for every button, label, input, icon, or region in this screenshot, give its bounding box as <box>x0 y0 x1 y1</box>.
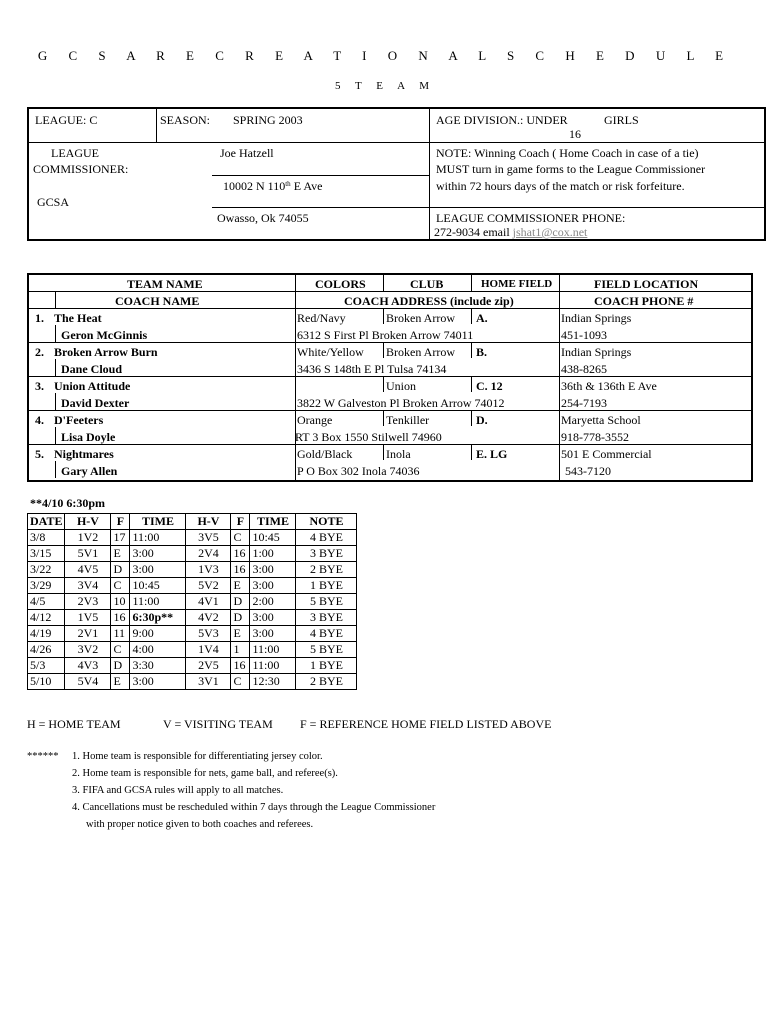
schedule-header-cell: F <box>231 514 250 530</box>
schedule-cell: 2V1 <box>65 626 111 642</box>
schedule-row <box>28 562 357 578</box>
coach-name: David Dexter <box>61 396 130 410</box>
schedule-cell: 1V4 <box>186 642 231 658</box>
schedule-cell: 10:45 <box>250 530 296 546</box>
rule-item: 1. Home team is responsible for differentiating jersey color. <box>72 751 323 762</box>
schedule-cell: C <box>231 530 250 546</box>
team-name: Broken Arrow Burn <box>54 345 158 359</box>
age-value: 16 <box>569 127 581 141</box>
team-name: D'Feeters <box>54 413 104 427</box>
divider <box>29 308 751 309</box>
schedule-cell: 12:30 <box>250 674 296 690</box>
team-colors: Red/Navy <box>297 311 346 325</box>
schedule-cell: 2V4 <box>186 546 231 562</box>
divider <box>559 275 560 480</box>
schedule-header-cell: H-V <box>186 514 231 530</box>
org-label: GCSA <box>37 195 70 209</box>
divider <box>55 393 56 410</box>
schedule-cell: 3V1 <box>186 674 231 690</box>
team-field-location: Indian Springs <box>561 345 632 359</box>
team-club: Broken Arrow <box>386 311 455 325</box>
team-home-field: A. <box>476 311 488 325</box>
coach-address: P O Box 302 Inola 74036 <box>297 464 420 478</box>
phone-label: LEAGUE COMMISSIONER PHONE: <box>436 211 626 225</box>
rules-list <box>27 748 435 833</box>
divider <box>55 325 56 342</box>
divider <box>471 275 472 291</box>
schedule-row <box>28 546 357 562</box>
age-division-label: AGE DIVISION.: UNDER <box>436 113 568 127</box>
rules-stars: ****** <box>27 751 59 762</box>
team-field-location: Indian Springs <box>561 311 632 325</box>
divider <box>29 142 764 143</box>
page-subtitle: 5 T E A M <box>334 80 436 92</box>
page-title: G C S A R E C R E A T I O N A L S C H E D U L E <box>37 48 733 63</box>
schedule-cell: 11:00 <box>250 658 296 674</box>
divider <box>55 427 56 444</box>
header-home-field: HOME FIELD <box>481 278 553 290</box>
schedule-cell: E <box>231 578 250 594</box>
team-colors: White/Yellow <box>297 345 364 359</box>
schedule-cell: 5/3 <box>28 658 65 674</box>
divider <box>383 275 384 291</box>
team-number: 1. <box>35 311 44 325</box>
schedule-cell: 10:45 <box>130 578 186 594</box>
divider <box>429 109 430 239</box>
schedule-cell: 16 <box>231 546 250 562</box>
header-coach-phone: COACH PHONE # <box>594 294 694 308</box>
schedule-cell: 3/8 <box>28 530 65 546</box>
coach-address: RT 3 Box 1550 Stilwell 74960 <box>295 430 442 444</box>
schedule-cell: 1:00 <box>250 546 296 562</box>
schedule-cell: 4 BYE <box>296 530 357 546</box>
schedule-header-cell: TIME <box>250 514 296 530</box>
divider <box>212 175 429 176</box>
note-line-3: within 72 hours days of the match or risk forfeiture. <box>436 179 685 193</box>
schedule-cell: E <box>111 674 130 690</box>
schedule-row <box>28 642 357 658</box>
coach-name: Gary Allen <box>61 464 118 478</box>
schedule-cell: 3:00 <box>250 626 296 642</box>
divider <box>55 359 56 376</box>
season-value: SPRING 2003 <box>233 113 303 127</box>
schedule-cell: 16 <box>231 658 250 674</box>
divider <box>471 444 472 460</box>
rule-item: 3. FIFA and GCSA rules will apply to all matches. <box>72 785 284 796</box>
schedule-cell: C <box>111 578 130 594</box>
schedule-cell: 16 <box>111 610 130 626</box>
phone-email: 272-9034 email jshat1@cox.net <box>434 225 588 239</box>
schedule-cell: 4:00 <box>130 642 186 658</box>
commissioner-city: Owasso, Ok 74055 <box>217 211 309 225</box>
schedule-table <box>27 513 357 690</box>
divider <box>29 444 751 445</box>
schedule-cell: 2V3 <box>65 594 111 610</box>
rule-item-continued: with proper notice given to both coaches and referees. <box>86 819 314 830</box>
schedule-header-cell: TIME <box>130 514 186 530</box>
schedule-cell: 4 BYE <box>296 626 357 642</box>
schedule-row <box>28 674 357 690</box>
schedule-cell: 1V2 <box>65 530 111 546</box>
schedule-cell: 3:00 <box>250 610 296 626</box>
schedule-row <box>28 594 357 610</box>
coach-name: Lisa Doyle <box>61 430 116 444</box>
schedule-cell: E <box>231 626 250 642</box>
team-name: The Heat <box>54 311 102 325</box>
schedule-cell: D <box>231 594 250 610</box>
schedule-cell: 16 <box>231 562 250 578</box>
schedule-cell: 4V2 <box>186 610 231 626</box>
schedule-cell: C <box>231 674 250 690</box>
schedule-cell: 3/15 <box>28 546 65 562</box>
divider <box>383 308 384 324</box>
schedule-cell: 5V2 <box>186 578 231 594</box>
divider <box>471 308 472 324</box>
schedule-cell: 3/22 <box>28 562 65 578</box>
schedule-cell: 3:00 <box>250 562 296 578</box>
schedule-cell: 4/19 <box>28 626 65 642</box>
league-info-box <box>27 107 766 241</box>
team-name: Nightmares <box>54 447 114 461</box>
coach-phone: 451-1093 <box>561 328 607 342</box>
divider <box>471 410 472 426</box>
schedule-cell: 4V3 <box>65 658 111 674</box>
schedule-header-cell: F <box>111 514 130 530</box>
gender-value: GIRLS <box>604 113 639 127</box>
schedule-cell: 5 BYE <box>296 642 357 658</box>
coach-phone: 254-7193 <box>561 396 607 410</box>
schedule-cell: 10 <box>111 594 130 610</box>
coach-address: 3822 W Galveston Pl Broken Arrow 74012 <box>297 396 505 410</box>
schedule-cell: 2 BYE <box>296 562 357 578</box>
team-colors: Orange <box>297 413 333 427</box>
header-colors: COLORS <box>315 277 366 291</box>
schedule-cell: 4/26 <box>28 642 65 658</box>
schedule-cell: 4/5 <box>28 594 65 610</box>
schedule-cell: C <box>111 642 130 658</box>
coach-phone: 438-8265 <box>561 362 607 376</box>
schedule-cell: 17 <box>111 530 130 546</box>
divider <box>212 207 764 208</box>
schedule-header-cell: H-V <box>65 514 111 530</box>
divider <box>383 376 384 392</box>
commissioner-address: 10002 N 110th E Ave <box>223 179 323 193</box>
schedule-cell: E <box>111 546 130 562</box>
header-coach-address: COACH ADDRESS (include zip) <box>344 294 514 308</box>
rule-item: 4. Cancellations must be rescheduled within 7 days through the League Commissioner <box>72 802 436 813</box>
team-number: 5. <box>35 447 44 461</box>
schedule-cell: 3 BYE <box>296 546 357 562</box>
schedule-row <box>28 530 357 546</box>
team-home-field: E. LG <box>476 447 508 461</box>
schedule-row <box>28 578 357 594</box>
team-club: Broken Arrow <box>386 345 455 359</box>
schedule-cell: 4/12 <box>28 610 65 626</box>
schedule-cell: D <box>231 610 250 626</box>
schedule-cell: 3:00 <box>130 546 186 562</box>
schedule-cell: 11 <box>111 626 130 642</box>
schedule-header-cell: NOTE <box>296 514 357 530</box>
coach-phone: 918-778-3552 <box>561 430 629 444</box>
schedule-cell: 3:00 <box>130 562 186 578</box>
schedule-cell: 4V1 <box>186 594 231 610</box>
coach-phone: 543-7120 <box>565 464 611 478</box>
divider <box>295 275 296 480</box>
team-home-field: D. <box>476 413 488 427</box>
divider <box>156 109 157 142</box>
schedule-cell: 3 BYE <box>296 610 357 626</box>
note-line-2: MUST turn in game forms to the League Commissioner <box>436 162 706 176</box>
team-home-field: C. 12 <box>476 379 503 393</box>
schedule-cell: 3/29 <box>28 578 65 594</box>
schedule-cell: 1V5 <box>65 610 111 626</box>
schedule-cell: 3:00 <box>250 578 296 594</box>
legend-visiting: V = VISITING TEAM <box>163 717 273 731</box>
schedule-header-row <box>28 514 357 530</box>
divider <box>29 410 751 411</box>
schedule-cell: D <box>111 658 130 674</box>
schedule-cell: 5V3 <box>186 626 231 642</box>
divider <box>29 342 751 343</box>
coach-address: 3436 S 148th E Pl Tulsa 74134 <box>297 362 447 376</box>
schedule-cell: 3:30 <box>130 658 186 674</box>
divider <box>471 342 472 358</box>
team-name: Union Attitude <box>54 379 131 393</box>
schedule-cell: 11:00 <box>250 642 296 658</box>
team-number: 2. <box>35 345 44 359</box>
schedule-cell: 11:00 <box>130 530 186 546</box>
teams-table <box>27 273 753 482</box>
header-club: CLUB <box>410 277 444 291</box>
schedule-cell: 1 BYE <box>296 658 357 674</box>
commissioner-label-2: COMMISSIONER: <box>33 162 129 176</box>
coach-name: Dane Cloud <box>61 362 123 376</box>
commissioner-label-1: LEAGUE <box>51 146 99 160</box>
team-field-location: Maryetta School <box>561 413 641 427</box>
schedule-header-cell: DATE <box>28 514 65 530</box>
schedule-row <box>28 626 357 642</box>
divider <box>55 461 56 478</box>
divider <box>471 376 472 392</box>
schedule-cell: 1 BYE <box>296 578 357 594</box>
schedule-row <box>28 658 357 674</box>
team-field-location: 36th & 136th E Ave <box>561 379 657 393</box>
email-link[interactable]: jshat1@cox.net <box>512 225 588 239</box>
schedule-cell: 2V5 <box>186 658 231 674</box>
schedule-cell: 3:00 <box>130 674 186 690</box>
team-home-field: B. <box>476 345 488 359</box>
schedule-cell: 5 BYE <box>296 594 357 610</box>
header-field-location: FIELD LOCATION <box>594 277 699 291</box>
schedule-cell: 5/10 <box>28 674 65 690</box>
schedule-cell: 1V3 <box>186 562 231 578</box>
schedule-cell: 9:00 <box>130 626 186 642</box>
league-label: LEAGUE: C <box>35 113 98 127</box>
schedule-row <box>28 610 357 626</box>
schedule-cell: 2 BYE <box>296 674 357 690</box>
divider <box>29 376 751 377</box>
legend-field: F = REFERENCE HOME FIELD LISTED ABOVE <box>300 717 552 731</box>
divider <box>383 410 384 426</box>
schedule-cell: 5V4 <box>65 674 111 690</box>
divider <box>383 342 384 358</box>
rule-item: 2. Home team is responsible for nets, game ball, and referee(s). <box>72 768 338 779</box>
divider <box>55 291 56 308</box>
header-coach-name: COACH NAME <box>115 294 200 308</box>
team-club: Union <box>386 379 416 393</box>
note-line-1: NOTE: Winning Coach ( Home Coach in case of a tie) <box>436 146 699 160</box>
schedule-cell: 3V2 <box>65 642 111 658</box>
divider <box>383 444 384 460</box>
schedule-cell: 2:00 <box>250 594 296 610</box>
schedule-cell: 5V1 <box>65 546 111 562</box>
legend-home: H = HOME TEAM <box>27 717 121 731</box>
schedule-cell: 6:30p** <box>130 610 186 626</box>
schedule-cell: D <box>111 562 130 578</box>
team-club: Inola <box>386 447 411 461</box>
header-team-name: TEAM NAME <box>127 277 203 291</box>
divider <box>29 291 751 292</box>
schedule-cell: 3V5 <box>186 530 231 546</box>
coach-name: Geron McGinnis <box>61 328 148 342</box>
team-colors: Gold/Black <box>297 447 353 461</box>
coach-address: 6312 S First Pl Broken Arrow 74011 <box>297 328 474 342</box>
schedule-cell: 11:00 <box>130 594 186 610</box>
schedule-cell: 4V5 <box>65 562 111 578</box>
team-field-location: 501 E Commercial <box>561 447 652 461</box>
team-club: Tenkiller <box>386 413 430 427</box>
schedule-cell: 1 <box>231 642 250 658</box>
schedule-cell: 3V4 <box>65 578 111 594</box>
commissioner-name: Joe Hatzell <box>220 146 274 160</box>
team-number: 3. <box>35 379 44 393</box>
season-label: SEASON: <box>160 113 211 127</box>
schedule-note: **4/10 6:30pm <box>30 496 105 510</box>
team-number: 4. <box>35 413 44 427</box>
